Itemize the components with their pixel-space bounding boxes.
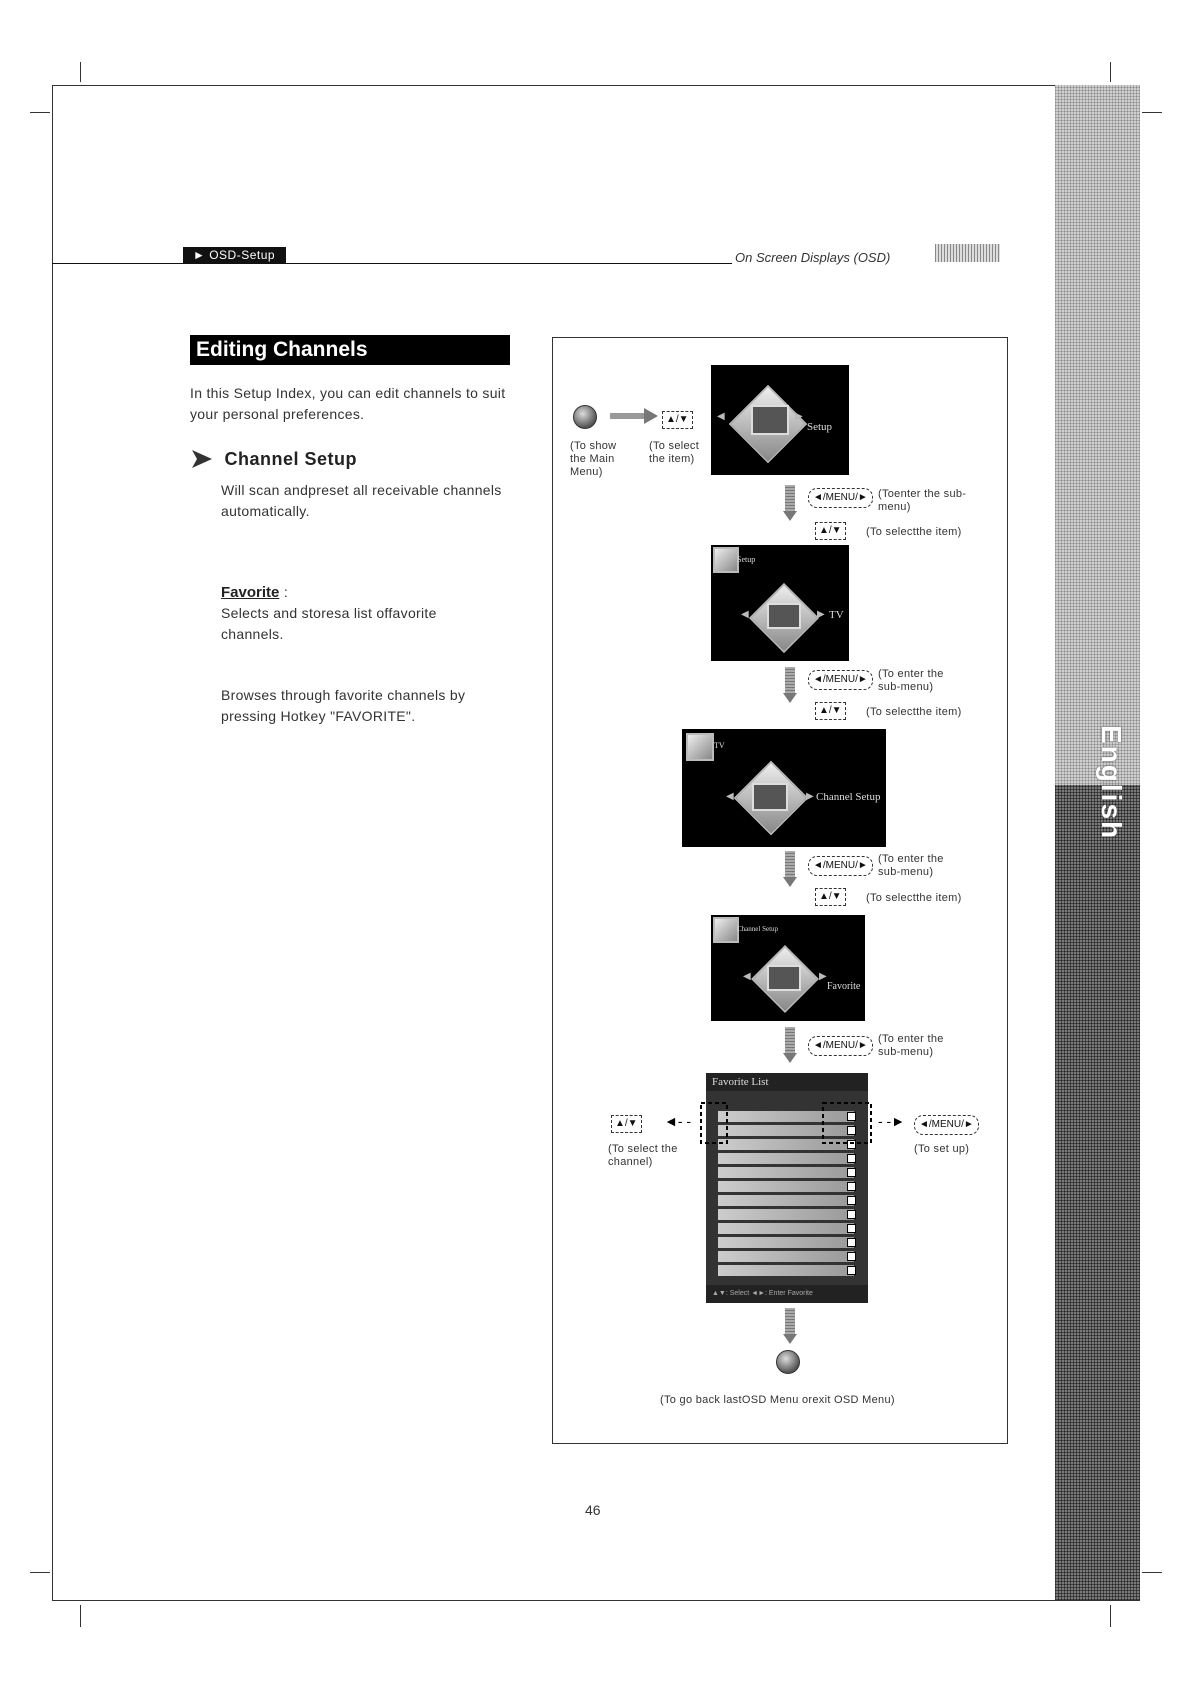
caption-set-up: (To set up) [914, 1143, 970, 1155]
down-arrow-icon [783, 667, 797, 703]
crop-mark [30, 112, 50, 113]
header-ornament [935, 244, 1000, 262]
sidebar-pattern [1055, 785, 1140, 1600]
caption-select-channel: (To select the channel) [608, 1143, 678, 1168]
screen-small-label: Setup [737, 555, 756, 564]
favorite-list-row [718, 1153, 854, 1164]
favorite-list-row [718, 1223, 854, 1234]
triangle-bullet-icon [190, 448, 214, 470]
dashed-highlight-right [822, 1102, 874, 1146]
arrow-left-icon: ◀ [741, 609, 749, 620]
caption-enter-submenu: (To enter the sub-menu) [878, 1033, 944, 1058]
favorite-list-footer: ▲▼: Select ◄►: Enter Favorite [706, 1285, 868, 1303]
menu-cube-face [767, 603, 801, 629]
sidebar-language-label: English [1096, 725, 1127, 841]
crop-mark [1110, 1605, 1111, 1627]
caption-go-back: (To go back lastOSD Menu orexit OSD Menu) [660, 1394, 895, 1406]
menu-cube-face [767, 965, 801, 991]
caption-select-item: (To selectthe item) [866, 706, 962, 718]
arrow-right-icon: ▶ [817, 609, 825, 620]
favorite-list-row [718, 1181, 854, 1192]
small-cube [686, 733, 714, 761]
channel-setup-text: Will scan andpreset all receivable channels automatically. [221, 482, 502, 519]
channel-setup-heading [190, 448, 357, 470]
osd-screen-tv [682, 729, 886, 847]
caption-select-item: (To selectthe item) [866, 526, 962, 538]
caption-enter-submenu: (To enter the sub-menu) [878, 853, 944, 878]
menu-cube-face [752, 783, 788, 811]
caption-select-item: (To select the item) [649, 440, 700, 465]
section-tag: ► OSD-Setup [183, 247, 286, 264]
small-cube [713, 547, 739, 573]
up-down-key-icon: ▲/▼ [662, 411, 693, 429]
osd-screen-setup [711, 545, 849, 661]
caption-select-item: (To selectthe item) [866, 892, 962, 904]
screen-label: Setup [807, 421, 833, 433]
left-menu-right-key-icon: ◄/MENU/► [808, 1036, 873, 1056]
favorite-text: Selects and storesa list offavorite channels. [221, 605, 437, 642]
favorite-list-row [718, 1265, 854, 1276]
favorite-list-row [718, 1195, 854, 1206]
screen-small-label: TV [714, 741, 725, 750]
dashed-highlight-left [700, 1102, 730, 1146]
favorite-colon: : [283, 584, 289, 600]
favorite-note: Browses through favorite channels by pressing Hotkey "FAVORITE". [221, 687, 466, 724]
up-down-key-icon: ▲/▼ [815, 522, 846, 540]
dashed-arrow-right-icon: - -► [878, 1113, 906, 1129]
crop-mark [52, 1600, 1140, 1601]
screen-label: TV [829, 609, 844, 621]
left-menu-right-key-icon: ◄/MENU/► [808, 488, 873, 508]
screen-label: Channel Setup [816, 791, 881, 803]
favorite-label: Favorite [221, 584, 280, 601]
running-title: On Screen Displays (OSD) [735, 250, 891, 265]
caption-show-main-menu: (To show the Main Menu) [570, 440, 617, 478]
arrow-right-icon: ▶ [795, 411, 803, 422]
intro-text: In this Setup Index, you can edit channels to suit your personal preferences. [190, 385, 506, 422]
favorite-heading [221, 582, 288, 603]
caption-enter-submenu: (Toenter the sub-menu) [878, 488, 967, 513]
crop-mark [1142, 1572, 1162, 1573]
up-down-key-icon: ▲/▼ [815, 888, 846, 906]
down-arrow-icon [783, 1027, 797, 1063]
crop-mark [80, 1605, 81, 1627]
screen-label: Favorite [827, 981, 861, 992]
arrow-left-icon: ◀ [726, 791, 734, 802]
arrow-right-icon: ▶ [819, 971, 827, 982]
right-arrow-icon [610, 408, 658, 424]
crop-mark [80, 62, 81, 82]
section-tag-label: OSD-Setup [209, 248, 276, 262]
favorite-list-row [718, 1251, 854, 1262]
favorite-list-title: Favorite List [706, 1073, 868, 1091]
crop-mark [52, 85, 53, 1600]
menu-button-icon [573, 405, 597, 429]
screen-small-label: Channel Setup [737, 925, 779, 933]
channel-setup-title: Channel Setup [224, 448, 357, 469]
header-rule [52, 263, 732, 264]
page-number: 46 [585, 1502, 601, 1518]
crop-mark [30, 1572, 50, 1573]
small-cube [713, 917, 739, 943]
menu-cube-face [751, 405, 789, 435]
favorite-list-row [718, 1209, 854, 1220]
down-arrow-icon [783, 851, 797, 887]
favorite-list-row [718, 1237, 854, 1248]
osd-screen-channel-setup [711, 915, 865, 1021]
up-down-key-icon: ▲/▼ [611, 1115, 642, 1133]
favorite-list-row [718, 1167, 854, 1178]
left-menu-right-key-icon: ◄/MENU/► [808, 670, 873, 690]
crop-mark [52, 85, 1055, 86]
arrow-left-icon: ◀ [743, 971, 751, 982]
page-title: Editing Channels [190, 335, 510, 365]
arrow-right-icon: ▶ [806, 791, 814, 802]
up-down-key-icon: ▲/▼ [815, 702, 846, 720]
crop-mark [1142, 112, 1162, 113]
dashed-arrow-left-icon: ◄- - [664, 1113, 692, 1129]
caption-enter-submenu: (To enter the sub-menu) [878, 668, 944, 693]
arrow-left-icon: ◀ [717, 411, 725, 422]
osd-screen-main-menu [711, 365, 849, 475]
crop-mark [1110, 62, 1111, 82]
down-arrow-icon [783, 1308, 797, 1344]
menu-button-icon [776, 1350, 800, 1374]
left-menu-right-key-icon: ◄/MENU/► [808, 856, 873, 876]
left-menu-right-key-icon: ◄/MENU/► [914, 1115, 979, 1135]
language-sidebar [1055, 85, 1140, 1600]
down-arrow-icon [783, 485, 797, 521]
